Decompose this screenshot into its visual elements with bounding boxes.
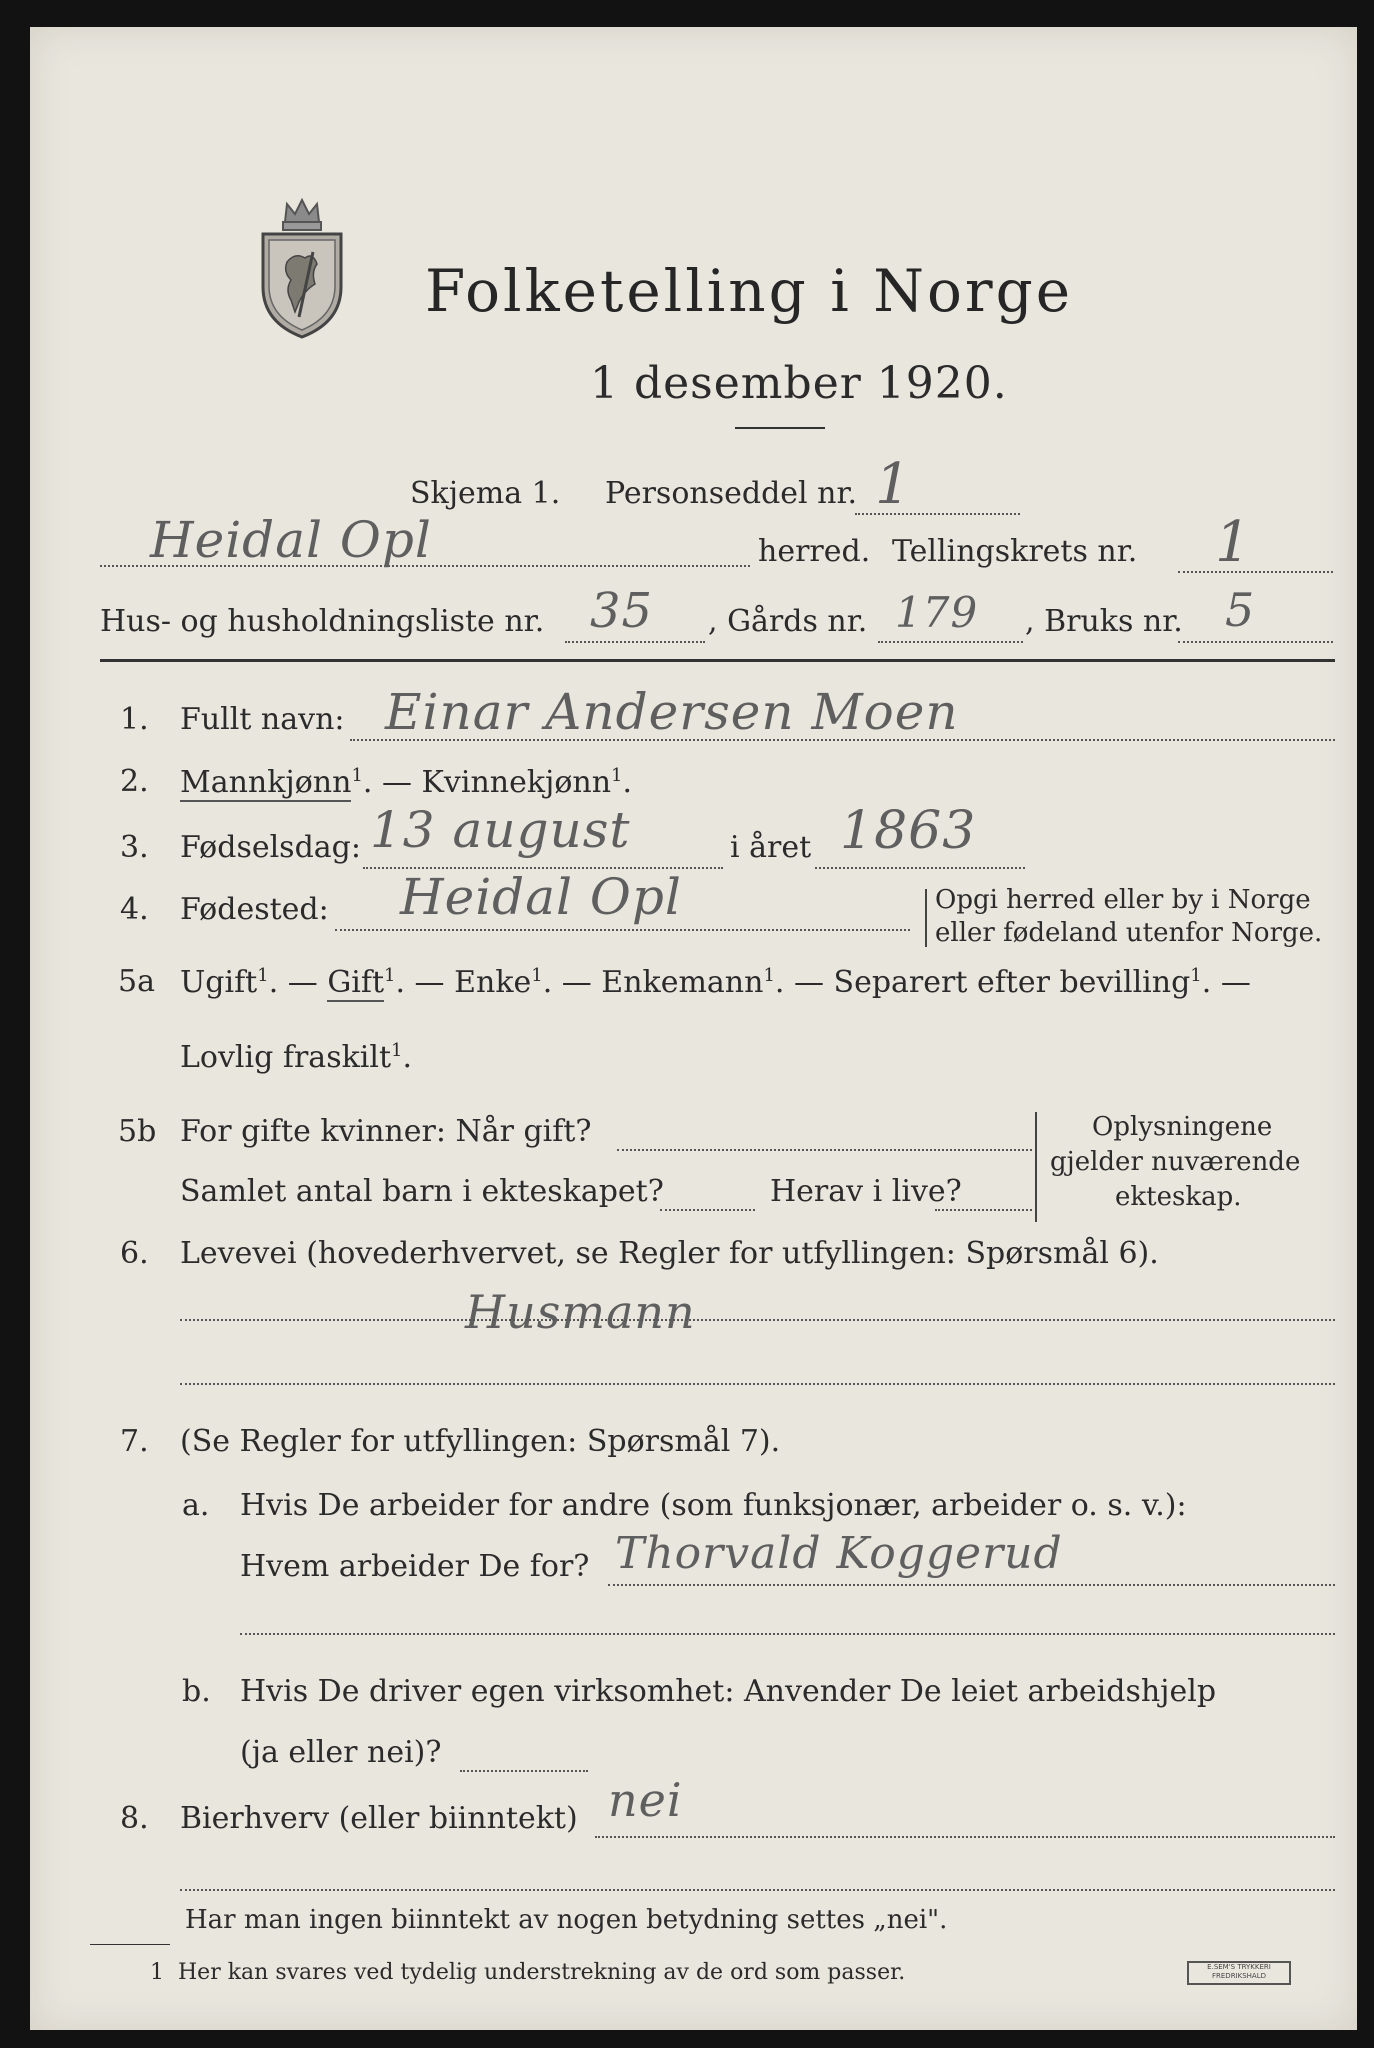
q8-label: Bierhverv (eller biinntekt) bbox=[180, 1801, 578, 1836]
q3-year-label: i året bbox=[730, 830, 812, 865]
footer-note: Har man ingen biinntekt av nogen betydning settes „nei". bbox=[185, 1905, 948, 1935]
q2-gender: Mannkjønn$^1$. — Kvinnekjønn$^1$. bbox=[180, 765, 633, 800]
footnote-text: Her kan svares ved tydelig understrekning av de ord som passer. bbox=[178, 1960, 906, 1985]
q5b-note-3: ekteskap. bbox=[1115, 1182, 1242, 1212]
personseddel-value: 1 bbox=[875, 452, 912, 517]
section-divider bbox=[100, 659, 1335, 662]
q7b-line-2-fill bbox=[460, 1770, 588, 1772]
q6-value: Husmann bbox=[465, 1285, 696, 1339]
q5b-brace bbox=[1035, 1112, 1037, 1222]
married-option: Gift bbox=[327, 965, 385, 1000]
form-title: Folketelling i Norge bbox=[425, 257, 1074, 325]
q7b-line-2: (ja eller nei)? bbox=[240, 1735, 442, 1770]
q5b-note-2: gjelder nuværende bbox=[1050, 1147, 1301, 1177]
q3-number: 3. bbox=[120, 830, 149, 865]
male-option: Mannkjønn bbox=[180, 765, 352, 800]
q1-label: Fullt navn: bbox=[180, 702, 345, 737]
q7-label: (Se Regler for utfyllingen: Spørsmål 7). bbox=[180, 1424, 781, 1459]
tellingskrets-line bbox=[1178, 571, 1333, 573]
q4-number: 4. bbox=[120, 892, 149, 927]
q5b-line-2b: Herav i live? bbox=[770, 1174, 962, 1209]
gards-label: , Gårds nr. bbox=[708, 604, 868, 639]
q7a-line-2: Hvem arbeider De for? bbox=[240, 1549, 590, 1584]
hus-line bbox=[565, 641, 705, 643]
herred-label: herred. bbox=[758, 534, 871, 569]
q6-line-2 bbox=[180, 1383, 1335, 1385]
q7b-letter: b. bbox=[182, 1674, 211, 1709]
q7b-line-1: Hvis De driver egen virksomhet: Anvender De leiet arbeidshjelp bbox=[240, 1674, 1217, 1709]
skjema-label: Skjema 1. bbox=[410, 476, 561, 511]
tellingskrets-value: 1 bbox=[1215, 510, 1252, 575]
personseddel-label: Personseddel nr. bbox=[605, 476, 858, 511]
q5a-line-2: Lovlig fraskilt$^1$. bbox=[180, 1040, 413, 1075]
tellingskrets-label: Tellingskrets nr. bbox=[892, 534, 1138, 569]
footnote-number: 1 bbox=[150, 1960, 164, 1985]
census-form bbox=[30, 27, 1357, 2030]
q4-line bbox=[335, 929, 910, 931]
q4-note-2: eller fødeland utenfor Norge. bbox=[935, 918, 1323, 948]
footer-rule bbox=[90, 1944, 170, 1945]
bruks-value: 5 bbox=[1225, 583, 1256, 637]
q4-value: Heidal Opl bbox=[400, 868, 682, 926]
q7a-line-3 bbox=[240, 1633, 1335, 1635]
gards-line bbox=[878, 641, 1023, 643]
q7a-line-1: Hvis De arbeider for andre (som funksjonær, arbeider o. s. v.): bbox=[240, 1488, 1187, 1523]
q4-note-1: Opgi herred eller by i Norge bbox=[935, 885, 1311, 915]
q8-value: nei bbox=[608, 1773, 683, 1827]
hus-label: Hus- og husholdningsliste nr. bbox=[100, 604, 545, 639]
q7a-letter: a. bbox=[182, 1488, 210, 1523]
census-date: 1 desember 1920. bbox=[590, 358, 1008, 409]
q5b-line-2a: Samlet antal barn i ekteskapet? bbox=[180, 1174, 664, 1209]
title-rule bbox=[735, 427, 825, 429]
q5b-number: 5b bbox=[118, 1114, 157, 1149]
q1-number: 1. bbox=[120, 702, 149, 737]
q8-line bbox=[595, 1836, 1335, 1838]
q3-label: Fødselsdag: bbox=[180, 830, 361, 865]
gards-value: 179 bbox=[895, 588, 979, 637]
q6-number: 6. bbox=[120, 1236, 149, 1271]
q6-label: Levevei (hovederhvervet, se Regler for utfyllingen: Spørsmål 6). bbox=[180, 1236, 1159, 1271]
q1-value: Einar Andersen Moen bbox=[385, 683, 959, 741]
q3-year-line bbox=[815, 867, 1025, 869]
bruks-label: , Bruks nr. bbox=[1025, 604, 1183, 639]
q8-line-2 bbox=[180, 1889, 1335, 1891]
q7a-line-2-fill bbox=[608, 1584, 1335, 1586]
q8-number: 8. bbox=[120, 1801, 149, 1836]
bruks-line bbox=[1178, 641, 1333, 643]
hus-value: 35 bbox=[590, 583, 654, 639]
q3-value: 13 august bbox=[370, 801, 631, 859]
q5a-number: 5a bbox=[118, 964, 155, 999]
q5b-line-1: For gifte kvinner: Når gift? bbox=[180, 1114, 592, 1149]
q5b-line-1-fill bbox=[617, 1149, 1032, 1151]
q6-line-1 bbox=[180, 1319, 1335, 1321]
q3-year-value: 1863 bbox=[840, 801, 977, 861]
q5b-line-2b-fill bbox=[935, 1209, 1032, 1211]
q4-brace bbox=[925, 889, 927, 947]
herred-value: Heidal Opl bbox=[150, 511, 432, 569]
q5a-line-1: Ugift$^1$. — Gift$^1$. — Enke$^1$. — Enkemann$^1$. — Separert efter bevilling$^1$. — bbox=[180, 965, 1251, 1000]
coat-of-arms-icon bbox=[255, 192, 350, 342]
q5b-line-2a-fill bbox=[660, 1209, 755, 1211]
q5b-note-1: Oplysningene bbox=[1092, 1112, 1273, 1142]
printer-stamp: E.SEM'S TRYKKERI FREDRIKSHALD bbox=[1187, 1961, 1291, 1985]
q7a-value: Thorvald Koggerud bbox=[615, 1528, 1063, 1579]
q7-number: 7. bbox=[120, 1424, 149, 1459]
q2-number: 2. bbox=[120, 764, 149, 799]
female-option: Kvinnekjønn bbox=[421, 765, 612, 800]
q4-label: Fødested: bbox=[180, 892, 329, 927]
